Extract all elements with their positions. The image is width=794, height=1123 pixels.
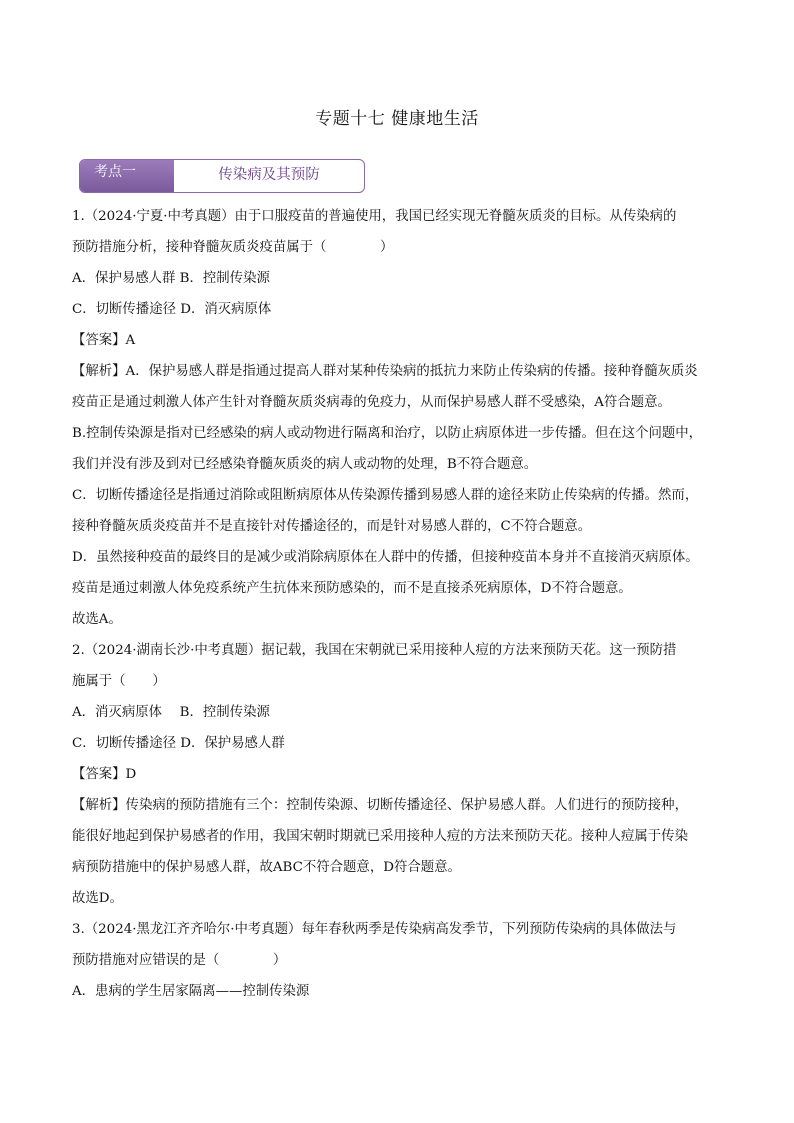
question-content <box>72 201 738 1007</box>
analysis-line: D．虽然接种疫苗的最终目的是减少或消除病原体在人群中的传播，但接种疫苗本身并不直接消灭病原体。 <box>72 550 699 565</box>
analysis-line: 疫苗正是通过刺激人体产生针对脊髓灰质炎病毒的免疫力，从而保护易感人群不受感染，A符合题意。 <box>72 395 671 410</box>
section-title: 传染病及其预防 <box>218 167 320 183</box>
text-line: 预防措施分析，接种脊髓灰质炎疫苗属于（ ） <box>72 240 394 255</box>
analysis-line: 疫苗是通过刺激人体免疫系统产生抗体来预防感染的，而不是直接杀死病原体，D不符合题意。 <box>72 581 632 596</box>
analysis-line: C．切断传播途径是指通过消除或阻断病原体从传染源传播到易感人群的途径来防止传染病的传播。然而， <box>72 488 699 503</box>
section-tag: 考点一 <box>80 160 174 192</box>
answer-option-line: C．切断传播途径 D．保护易感人群 <box>72 736 285 751</box>
analysis-line: 病预防措施中的保护易感人群，故ABC不符合题意，D符合题意。 <box>72 860 461 875</box>
text-line: 预防措施对应错误的是（ ） <box>72 953 287 968</box>
answer-line: 【答案】A <box>72 333 136 348</box>
analysis-line: 能很好地起到保护易感者的作用，我国宋朝时期就已采用接种人痘的方法来预防天花。接种人痘属于传染 <box>72 829 688 844</box>
answer-option-line: C．切断传播途径 D．消灭病原体 <box>72 302 272 317</box>
page-title: 专题十七 健康地生活 <box>315 109 479 129</box>
answer-option-line: A．患病的学生居家隔离——控制传染源 <box>72 984 310 999</box>
answer-line: 【答案】D <box>72 767 137 782</box>
section-banner <box>79 159 365 193</box>
answer-option-line: A．保护易感人群 B．控制传染源 <box>72 271 270 286</box>
text-line: 2.（2024·湖南长沙·中考真题）据记载，我国在宋朝就已采用接种人痘的方法来预防天花。这一预防措 <box>72 643 677 658</box>
answer-option-line: A．消灭病原体 B．控制传染源 <box>72 705 270 720</box>
analysis-line: 【解析】传染病的预防措施有三个：控制传染源、切断传播途径、保护易感人群。人们进行的预防接种， <box>72 798 688 813</box>
text-line: 施属于（ ） <box>72 674 166 689</box>
text-line: 1.（2024·宁夏·中考真题）由于口服疫苗的普遍使用，我国已经实现无脊髓灰质炎的目标。从传染病的 <box>72 209 677 224</box>
text-line: 3.（2024·黑龙江齐齐哈尔·中考真题）每年春秋两季是传染病高发季节，下列预防传染病的具体做法与 <box>72 922 677 937</box>
analysis-line: 接种脊髓灰质炎疫苗并不是直接针对传播途径的，而是针对易感人群的，C不符合题意。 <box>72 519 592 534</box>
conclusion-line: 故选D。 <box>72 891 123 906</box>
analysis-line: 【解析】A．保护易感人群是指通过提高人群对某种传染病的抵抗力来防止传染病的传播。接种脊髓灰质炎 <box>72 364 698 379</box>
analysis-line: B.控制传染源是指对已经感染的病人或动物进行隔离和治疗，以防止病原体进一步传播。但在这个问题中， <box>72 426 703 441</box>
conclusion-line: 故选A。 <box>72 612 122 627</box>
analysis-line: 我们并没有涉及到对已经感染脊髓灰质炎的病人或动物的处理，B不符合题意。 <box>72 457 538 472</box>
